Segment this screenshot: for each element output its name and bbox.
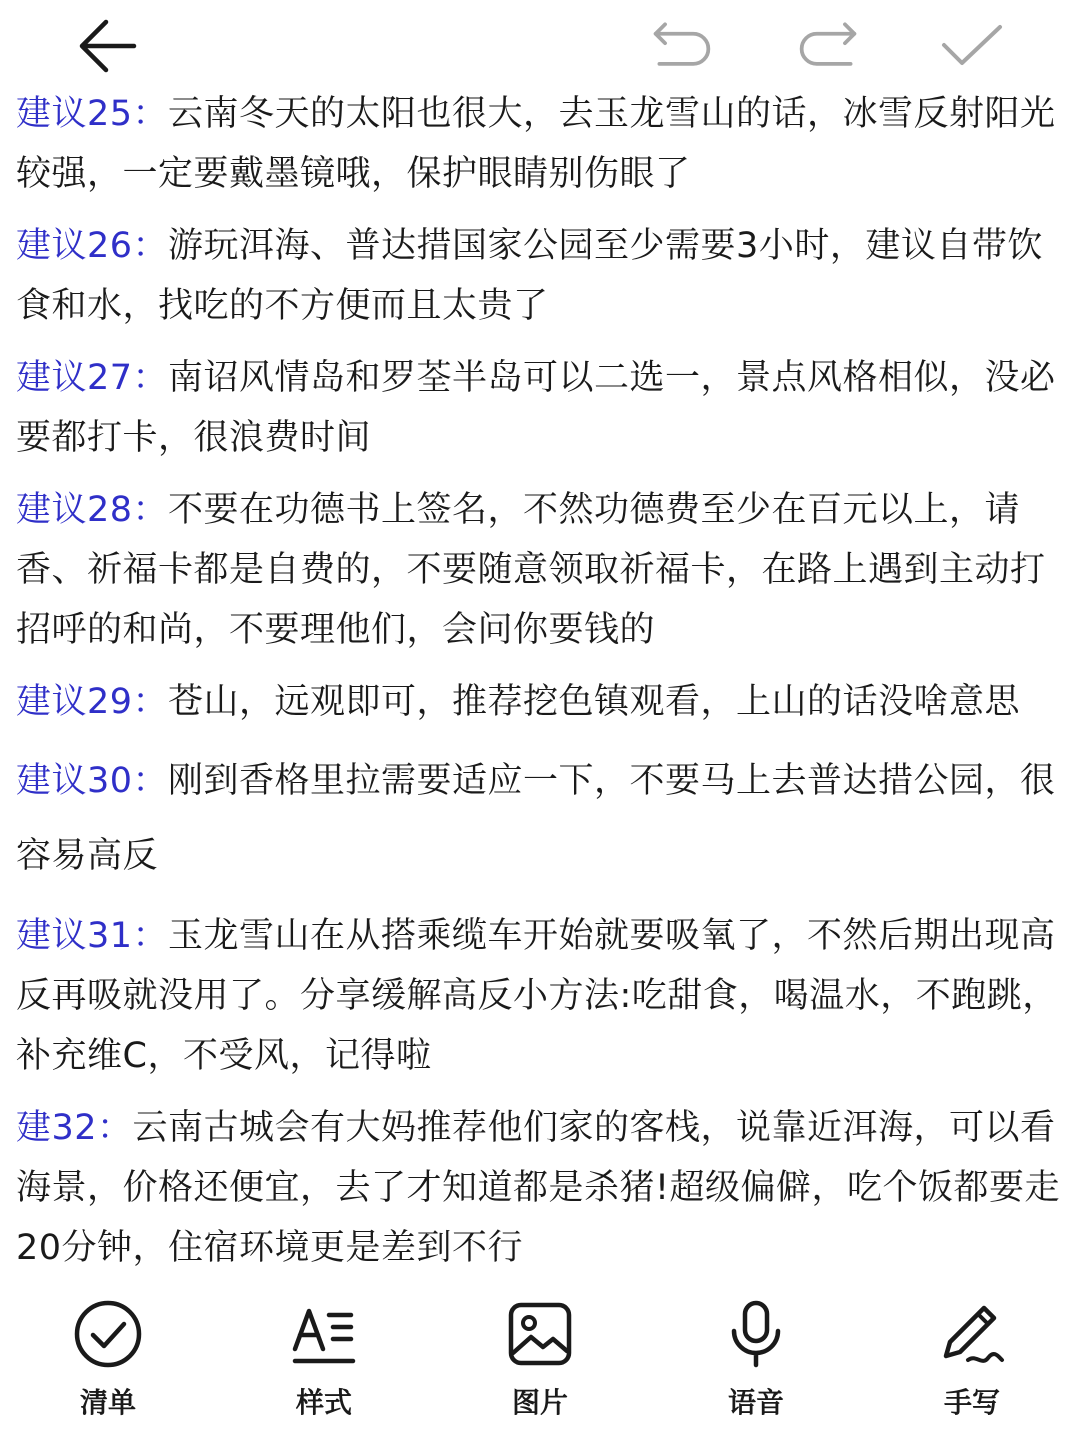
- pen-icon: [934, 1296, 1010, 1372]
- undo-button[interactable]: [650, 14, 714, 78]
- check-icon: [940, 21, 1004, 71]
- toolbar-label: 图片: [511, 1386, 568, 1419]
- redo-icon: [796, 21, 860, 71]
- suggestion-text: 南诏风情岛和罗荃半岛可以二选一，景点风格相似，没必要都打卡，很浪费时间: [16, 358, 1056, 458]
- suggestion-text: 玉龙雪山在从搭乘缆车开始就要吸氧了，不然后期出现高反再吸就没用了。分享缓解高反小方法:吃甜食，喝温水，不跑跳，补充维C，不受风，记得啦: [16, 916, 1058, 1076]
- note-paragraph: [16, 348, 1066, 468]
- toolbar-label: 手写: [943, 1386, 1000, 1419]
- suggestion-tag: 建议30：: [16, 761, 169, 801]
- checklist-button[interactable]: [28, 1296, 188, 1426]
- suggestion-text: 苍山，远观即可，推荐挖色镇观看，上山的话没啥意思: [168, 682, 1021, 722]
- text-style-icon: [286, 1296, 362, 1372]
- voice-button[interactable]: [676, 1296, 836, 1426]
- suggestion-text: 游玩洱海、普达措国家公园至少需要3小时，建议自带饮食和水，找吃的不方便而且太贵了: [16, 226, 1043, 326]
- suggestion-tag: 建议29：: [16, 682, 169, 722]
- toolbar-label: 语音: [727, 1386, 784, 1419]
- suggestion-text: 刚到香格里拉需要适应一下，不要马上去普达措公园，很容易高反: [16, 761, 1056, 876]
- suggestion-text: 不要在功德书上签名，不然功德费至少在百元以上，请香、祈福卡都是自费的，不要随意领取祈福卡，在路上遇到主动打招呼的和尚，不要理他们，会问你要钱的: [16, 490, 1046, 650]
- note-editor[interactable]: [16, 84, 1066, 1279]
- arrow-left-icon: [76, 14, 140, 78]
- text-style-button[interactable]: [244, 1296, 404, 1426]
- note-paragraph: [16, 672, 1066, 732]
- note-paragraph: [16, 480, 1066, 660]
- back-button[interactable]: [76, 14, 140, 78]
- top-bar: [0, 0, 1080, 90]
- note-paragraph: [16, 744, 1066, 894]
- toolbar-label: 清单: [79, 1386, 136, 1419]
- note-paragraph: [16, 216, 1066, 336]
- undo-icon: [650, 21, 714, 71]
- toolbar-label: 样式: [295, 1386, 352, 1419]
- suggestion-tag: 建32：: [16, 1108, 133, 1148]
- suggestion-text: 云南古城会有大妈推荐他们家的客栈，说靠近洱海，可以看海景，价格还便宜，去了才知道都是杀猪!超级偏僻，吃个饭都要走20分钟，住宿环境更是差到不行: [16, 1108, 1061, 1268]
- suggestion-tag: 建议31：: [16, 916, 169, 956]
- note-paragraph: [16, 906, 1066, 1086]
- insert-image-button[interactable]: [460, 1296, 620, 1426]
- suggestion-text: 云南冬天的太阳也很大，去玉龙雪山的话，冰雪反射阳光较强，一定要戴墨镜哦，保护眼睛别伤眼了: [16, 94, 1056, 194]
- suggestion-tag: 建议26：: [16, 226, 169, 266]
- handwriting-button[interactable]: [892, 1296, 1052, 1426]
- suggestion-tag: 建议27：: [16, 358, 169, 398]
- confirm-button[interactable]: [940, 14, 1004, 78]
- suggestion-tag: 建议28：: [16, 490, 169, 530]
- bottom-toolbar: [0, 1290, 1080, 1440]
- suggestion-tag: 建议25：: [16, 94, 169, 134]
- microphone-icon: [718, 1296, 794, 1372]
- note-paragraph: [16, 84, 1066, 204]
- note-paragraph: [16, 1098, 1066, 1278]
- checklist-icon: [70, 1296, 146, 1372]
- redo-button[interactable]: [796, 14, 860, 78]
- image-icon: [502, 1296, 578, 1372]
